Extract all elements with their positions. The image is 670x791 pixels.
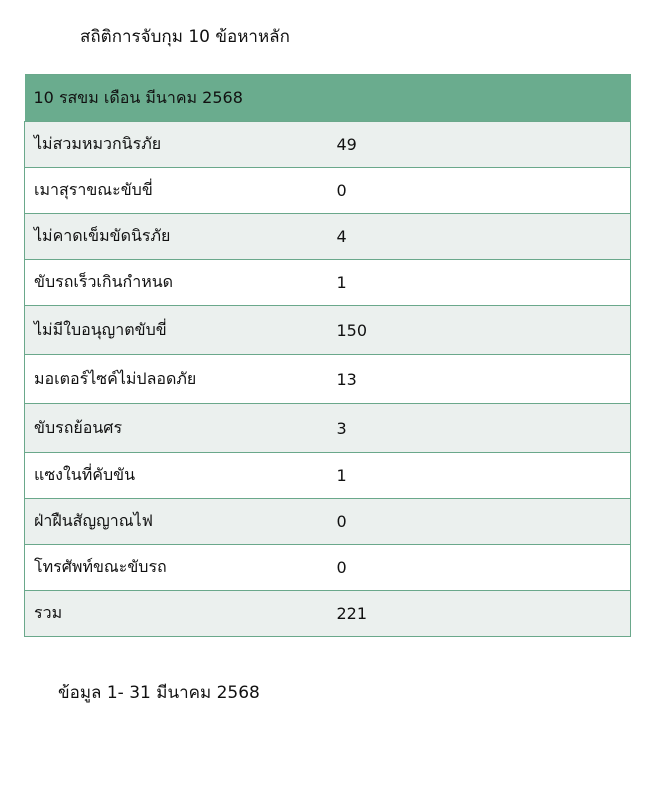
- row-label: โทรศัพท์ขณะขับรถ: [25, 545, 328, 591]
- row-value: 1: [328, 453, 631, 499]
- total-value: 221: [328, 591, 631, 637]
- row-value: 0: [328, 499, 631, 545]
- row-label: ขับรถย้อนศร: [25, 404, 328, 453]
- document-title: สถิติการจับกุม 10 ข้อหาหลัก: [80, 27, 290, 47]
- table-row: [25, 545, 631, 591]
- table-row: [25, 214, 631, 260]
- arrest-stats-table: [24, 74, 631, 637]
- row-value: 0: [328, 545, 631, 591]
- data-period-note: ข้อมูล 1- 31 มีนาคม 2568: [58, 683, 260, 703]
- table-row: [25, 306, 631, 355]
- row-value: 13: [328, 355, 631, 404]
- row-value: 3: [328, 404, 631, 453]
- table-row: [25, 355, 631, 404]
- row-value: 150: [328, 306, 631, 355]
- row-label: ไม่มีใบอนุญาตขับขี่: [25, 306, 328, 355]
- row-label: ไม่สวมหมวกนิรภัย: [25, 122, 328, 168]
- table-row: [25, 453, 631, 499]
- row-value: 1: [328, 260, 631, 306]
- row-value: 0: [328, 168, 631, 214]
- row-label: ขับรถเร็วเกินกำหนด: [25, 260, 328, 306]
- row-value: 49: [328, 122, 631, 168]
- table-total-row: [25, 591, 631, 637]
- table-header-row: [25, 75, 631, 122]
- table-row: [25, 499, 631, 545]
- table-row: [25, 404, 631, 453]
- table-header: 10 รสขม เดือน มีนาคม 2568: [25, 75, 631, 122]
- table-row: [25, 122, 631, 168]
- row-label: แซงในที่คับขัน: [25, 453, 328, 499]
- row-label: ฝ่าฝืนสัญญาณไฟ: [25, 499, 328, 545]
- row-label: มอเตอร์ไซค์ไม่ปลอดภัย: [25, 355, 328, 404]
- table-row: [25, 260, 631, 306]
- table-row: [25, 168, 631, 214]
- row-label: ไม่คาดเข็มขัดนิรภัย: [25, 214, 328, 260]
- total-label: รวม: [25, 591, 328, 637]
- row-label: เมาสุราขณะขับขี่: [25, 168, 328, 214]
- row-value: 4: [328, 214, 631, 260]
